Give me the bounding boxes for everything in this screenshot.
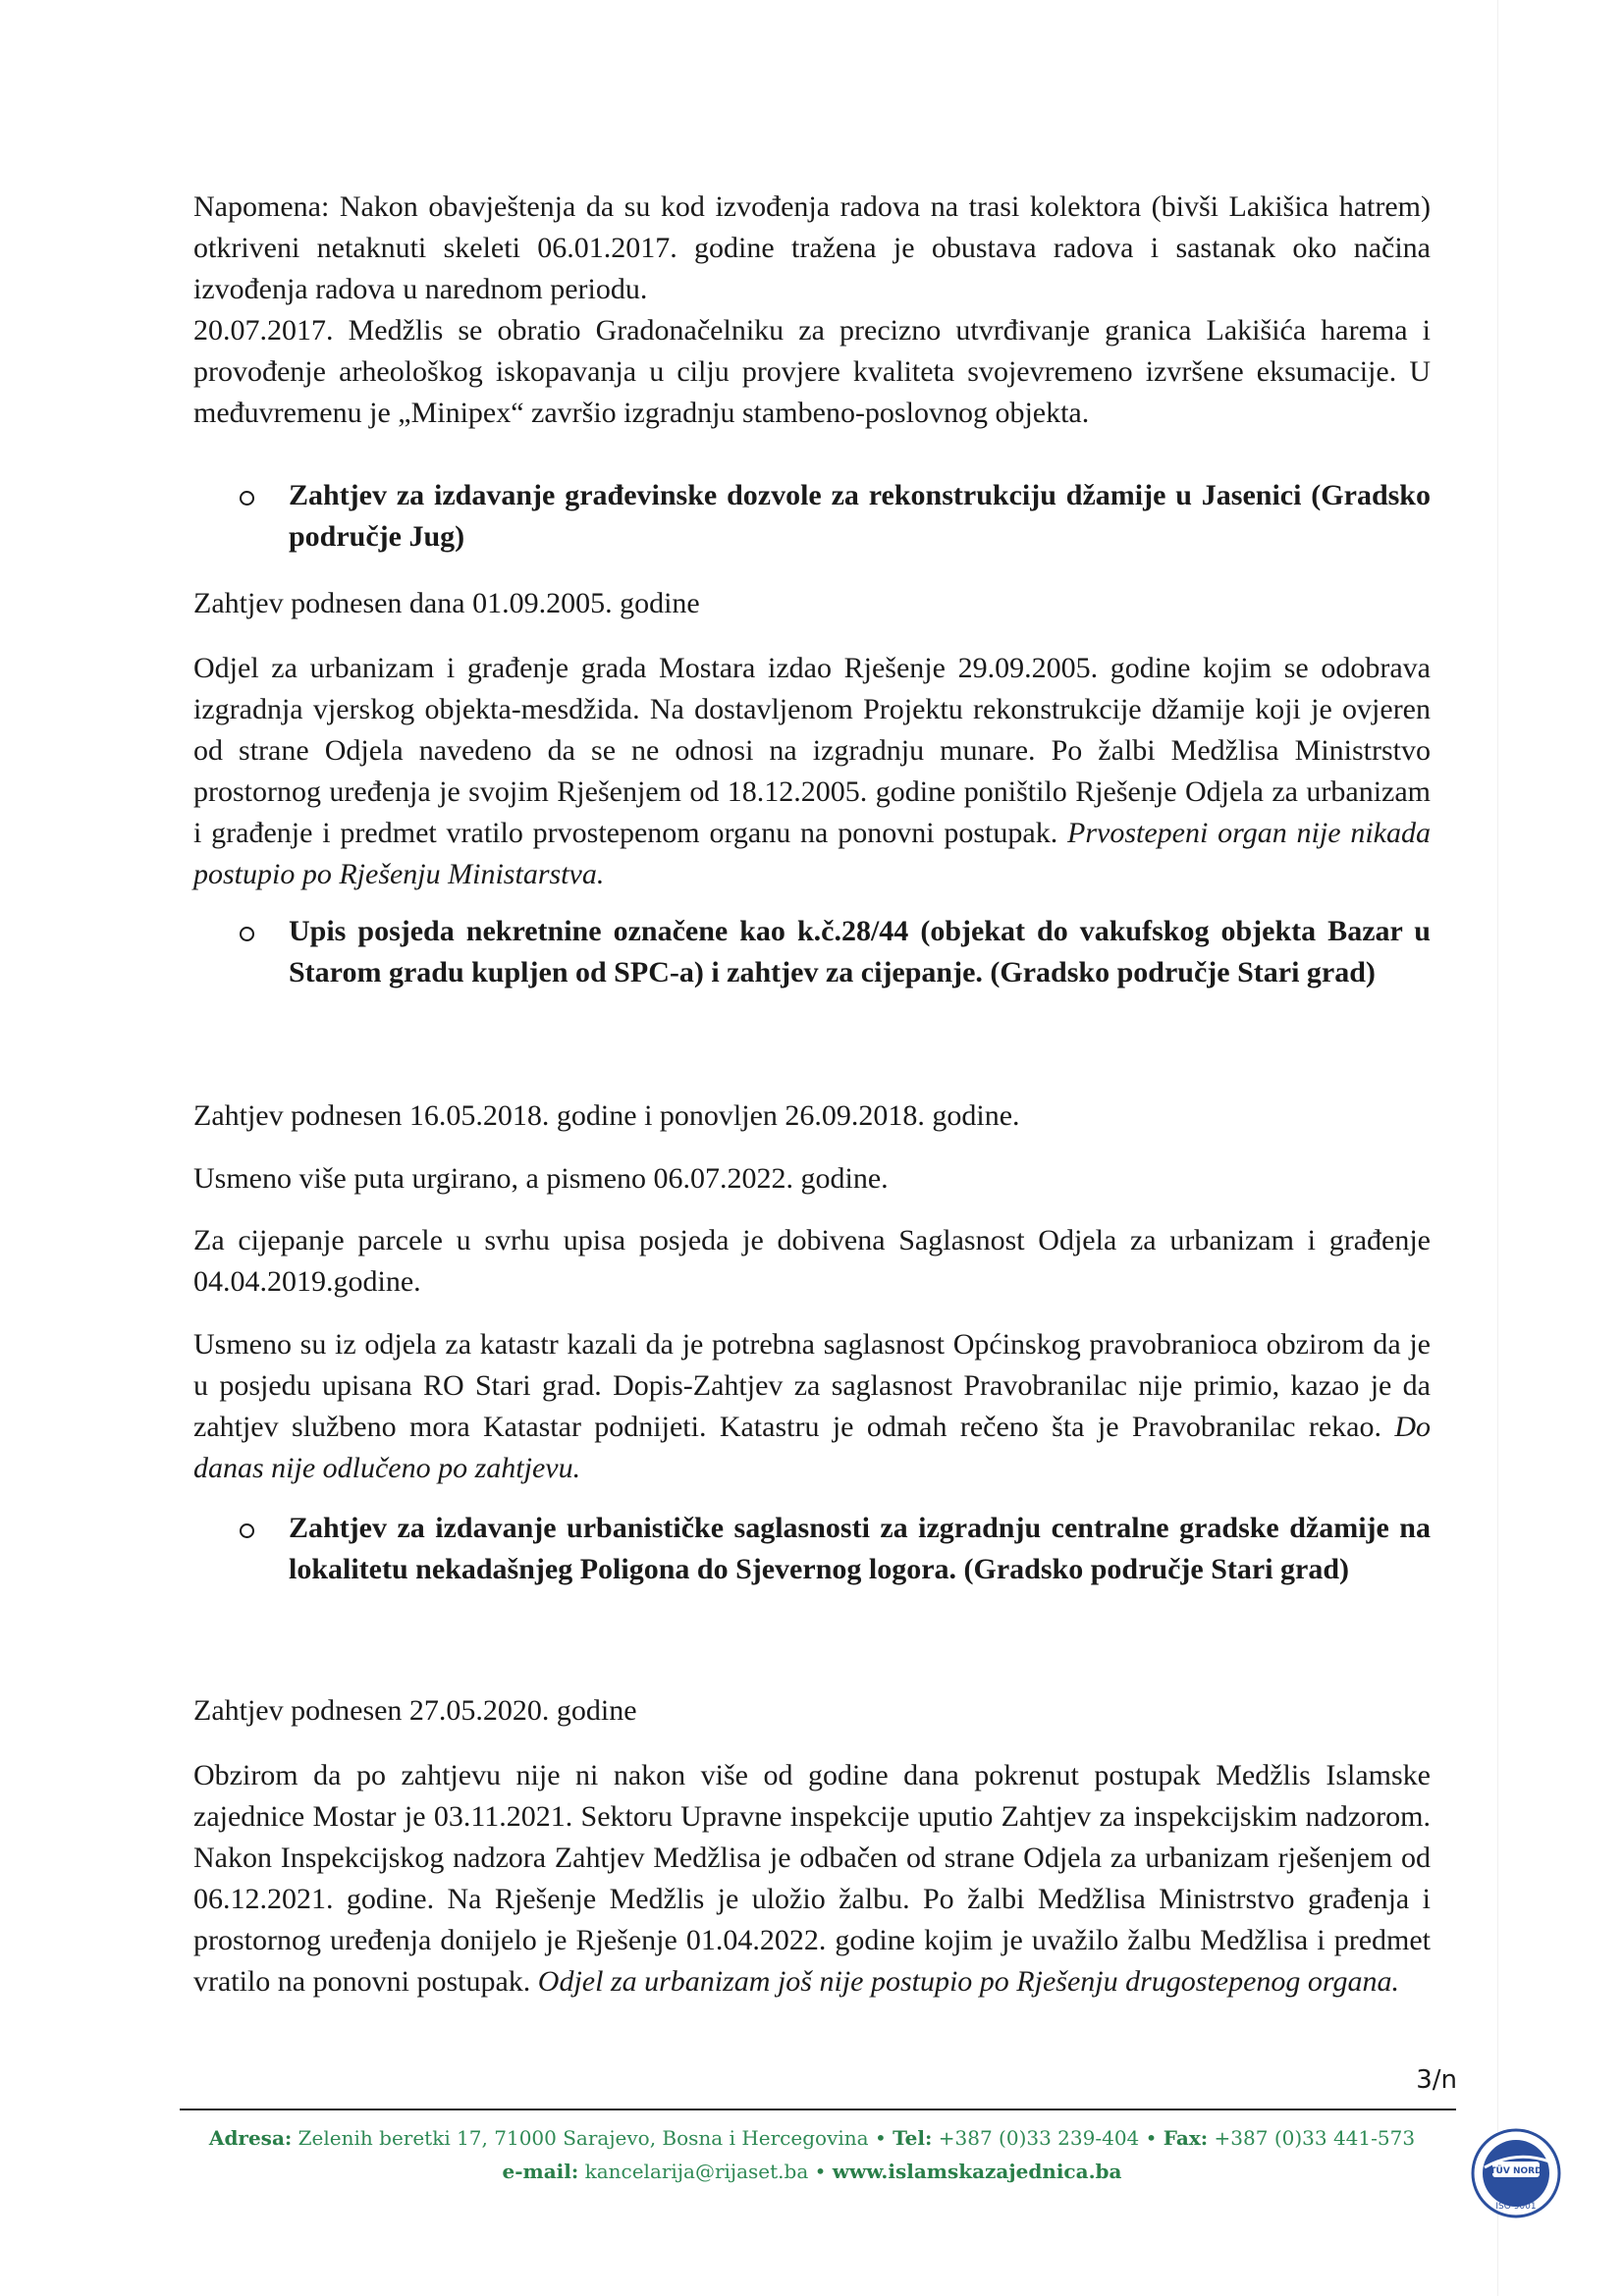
paragraph-mosque-details xyxy=(193,1755,1431,2002)
paragraph-napomena xyxy=(193,187,1431,310)
tel-number: +387 (0)33 239-404 xyxy=(938,2126,1140,2150)
paragraph-text: Zahtjev podnesen 16.05.2018. godine i ponovljen 26.09.2018. godine. xyxy=(193,1099,1020,1132)
footer-divider xyxy=(180,2109,1456,2110)
footer-line-address xyxy=(0,2121,1624,2155)
paragraph-jasenica-details xyxy=(193,648,1431,895)
paragraph-mosque-submitted xyxy=(193,1690,1431,1732)
footer-line-contact xyxy=(0,2155,1624,2188)
bullet-item-jasenica xyxy=(240,475,1431,558)
paragraph-text xyxy=(193,1324,1431,1489)
bullet-item-central-mosque xyxy=(240,1508,1431,1590)
page-edge-shadow xyxy=(1497,0,1624,2296)
paragraph-text xyxy=(193,648,1431,895)
website-link[interactable]: www.islamskazajednica.ba xyxy=(832,2160,1122,2183)
separator: • xyxy=(874,2126,887,2150)
tel-label: Tel: xyxy=(893,2126,933,2150)
paragraph-bazar-urged xyxy=(193,1158,1431,1200)
paragraph-text: Za cijepanje parcele u svrhu upisa posjeda je dobivena Saglasnost Odjela za urbanizam i građenje 04.04.2019.godine. xyxy=(193,1224,1431,1298)
bullet-heading: Upis posjeda nekretnine označene kao k.č.28/44 (objekat do vakufskog objekta Bazar u Starom gradu kupljen od SPC-a) i zahtjev za cijepanje. (Gradsko područje Stari grad) xyxy=(289,915,1431,988)
paragraph-text xyxy=(193,1755,1431,2002)
address-text: Zelenih beretki 17, 71000 Sarajevo, Bosna i Hercegovina xyxy=(298,2126,869,2150)
paragraph-text: Usmeno više puta urgirano, a pismeno 06.07.2022. godine. xyxy=(193,1162,889,1195)
email-label: e-mail: xyxy=(502,2160,579,2183)
email-link[interactable]: kancelarija@rijaset.ba xyxy=(584,2160,809,2183)
paragraph-text: Napomena: Nakon obavještenja da su kod izvođenja radova na trasi kolektora (bivši Lakišica hatrem) otkriveni netaknuti skeleti 06.01.2017. godine tražena je obustava radova i sastanak oko načina izvođenja radova u narednom periodu. xyxy=(193,190,1431,305)
seal-top-text: TÜV NORD xyxy=(1489,2166,1543,2176)
paragraph-text: 20.07.2017. Medžlis se obratio Gradonačelniku za precizno utvrđivanje granica Lakišića harema i provođenje arheološkog iskopavanja u cilju provjere kvaliteta svojevremeno izvršene eksumacije. U međuvremenu je „Minipex“ završio izgradnju stambeno-poslovnog objekta. xyxy=(193,314,1431,429)
paragraph-bazar-consent xyxy=(193,1220,1431,1303)
paragraph-jasenica-submitted xyxy=(193,583,1431,624)
paragraph-text: Zahtjev podnesen dana 01.09.2005. godine xyxy=(193,587,700,619)
separator: • xyxy=(814,2160,827,2183)
fax-label: Fax: xyxy=(1163,2126,1209,2150)
paragraph-text-italic: Do danas nije odlučeno po zahtjevu. xyxy=(193,1411,1432,1484)
footer xyxy=(0,2121,1624,2188)
bullet-heading: Zahtjev za izdavanje urbanističke saglasnosti za izgradnju centralne gradske džamije na lokalitetu nekadašnjeg Poligona do Sjevernog logora. (Gradsko područje Stari grad) xyxy=(289,1512,1431,1585)
paragraph-20-07-2017 xyxy=(193,310,1431,434)
paragraph-bazar-cadastre xyxy=(193,1324,1431,1489)
paragraph-text-italic: Odjel za urbanizam još nije postupio po Rješenju drugostepenog organa. xyxy=(537,1965,1399,1998)
bullet-icon xyxy=(240,927,254,941)
tuv-iso-seal-icon xyxy=(1471,2128,1561,2218)
seal-bottom-text: ISO 9001 xyxy=(1495,2202,1537,2212)
paragraph-text-regular: Odjel za urbanizam i građenje grada Mostara izdao Rješenje 29.09.2005. godine kojim se odobrava izgradnja vjerskog objekta-mesdžida. Na dostavljenom Projektu rekonstrukcije džamije koji je ovjeren od strane Odjela navedeno da se ne odnosi na izgradnju munare. Po žalbi Medžlisa Ministrstvo prostornog uređenja je svojim Rješenjem od 18.12.2005. godine poništilo Rješenje Odjela za urbanizam i građenje i predmet vratilo prvostepenom organu na ponovni postupak. xyxy=(193,652,1431,849)
fax-number: +387 (0)33 441-573 xyxy=(1214,2126,1416,2150)
paragraph-text: Zahtjev podnesen 27.05.2020. godine xyxy=(193,1694,637,1727)
paragraph-text-italic: Prvostepeni organ nije nikada postupio po Rješenju Ministarstva. xyxy=(193,817,1432,890)
bullet-item-bazar xyxy=(240,911,1431,993)
separator: • xyxy=(1145,2126,1158,2150)
address-label: Adresa: xyxy=(208,2126,293,2150)
paragraph-text-regular: Usmeno su iz odjela za katastr kazali da je potrebna saglasnost Općinskog pravobranioca obzirom da je u posjedu upisana RO Stari grad. Dopis-Zahtjev za saglasnost Pravobranilac nije primio, kazao je da zahtjev službeno mora Katastar podnijeti. Katastru je odmah rečeno šta je Pravobranilac rekao. xyxy=(193,1328,1431,1443)
paragraph-bazar-submitted xyxy=(193,1095,1431,1137)
bullet-heading: Zahtjev za izdavanje građevinske dozvole za rekonstrukciju džamije u Jasenici (Gradsko područje Jug) xyxy=(289,479,1431,553)
bullet-icon xyxy=(240,1523,254,1538)
bullet-icon xyxy=(240,491,254,506)
page-number: 3/n xyxy=(1416,2065,1457,2095)
paragraph-text-regular: Obzirom da po zahtjevu nije ni nakon više od godine dana pokrenut postupak Medžlis Islamske zajednice Mostar je 03.11.2021. Sektoru Upravne inspekcije uputio Zahtjev za inspekcijskim nadzorom. Nakon Inspekcijskog nadzora Zahtjev Medžlisa je odbačen od strane Odjela za urbanizam rješenjem od 06.12.2021. godine. Na Rješenje Medžlis je uložio žalbu. Po žalbi Medžlisa Ministrstvo građenja i prostornog uređenja donijelo je Rješenje 01.04.2022. godine kojim je uvažilo žalbu Medžlisa i predmet vratilo na ponovni postupak. xyxy=(193,1759,1431,1998)
